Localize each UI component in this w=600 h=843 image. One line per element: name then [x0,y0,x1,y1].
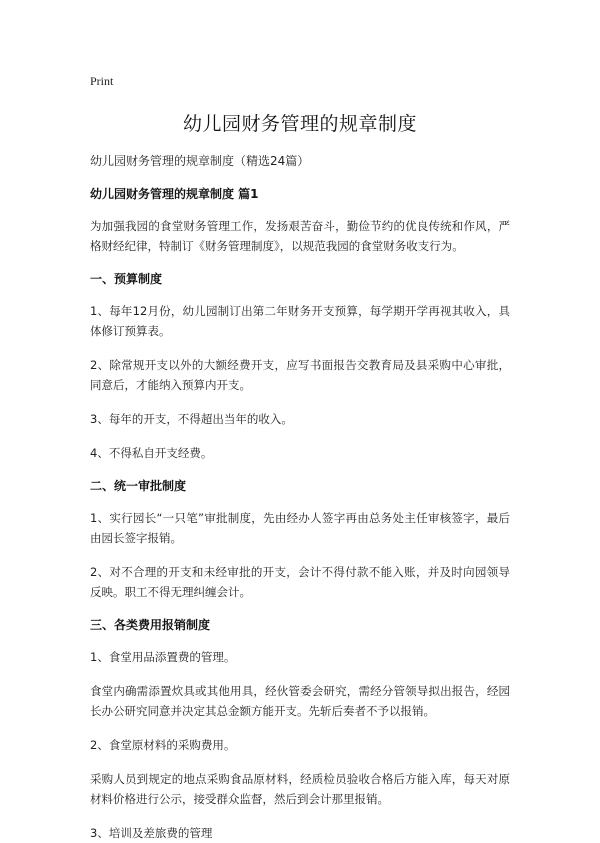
section-heading-reimbursement: 三、各类费用报销制度 [90,618,211,632]
paragraph: 1、食堂用品添置费的管理。 [90,650,236,664]
paragraph: 食堂内确需添置炊具或其他用具，经伙管委会研究，需经分管领导拟出报告，经园长办公研究同意并决定其总金额方能开支。先斩后奏者不予以报销。 [90,684,510,718]
paragraph: 2、除常规开支以外的大额经费开支，应写书面报告交教育局及县采购中心审批，同意后，才能纳入预算内开支。 [90,358,510,392]
paragraph: 3、培训及差旅费的管理 [90,826,213,840]
paragraph: 1、每年12月份，幼儿园制订出第二年财务开支预算，每学期开学再视其收入，具体修订预算表。 [90,304,510,338]
paragraph: 1、实行园长“一只笔”审批制度，先由经办人签字再由总务处主任审核签字，最后由园长签字报销。 [90,511,510,545]
section-heading-approval: 二、统一审批制度 [90,479,187,493]
paragraph: 2、食堂原材料的采购费用。 [90,738,236,752]
document-subtitle: 幼儿园财务管理的规章制度（精选24篇） [90,154,310,168]
print-link[interactable]: Print [90,74,114,88]
article-heading: 幼儿园财务管理的规章制度 篇1 [90,187,259,201]
paragraph: 采购人员到规定的地点采购食品原材料，经质检员验收合格后方能入库，每天对原材料价格进行公示，接受群众监督，然后到会计那里报销。 [90,772,510,806]
paragraph: 4、不得私自开支经费。 [90,446,213,460]
page-title: 幼儿园财务管理的规章制度 [182,113,417,135]
intro-paragraph: 为加强我园的食堂财务管理工作，发扬艰苦奋斗，勤俭节约的优良传统和作风，严格财经纪律，特制订《财务管理制度》，以规范我园的食堂财务收支行为。 [90,219,510,253]
paragraph: 2、对不合理的开支和未经审批的开支，会计不得付款不能入账，并及时向园领导反映。职工不得无理纠缠会计。 [90,565,510,599]
paragraph: 3、每年的开支，不得超出当年的收入。 [90,412,293,426]
section-heading-budget: 一、预算制度 [90,272,163,286]
